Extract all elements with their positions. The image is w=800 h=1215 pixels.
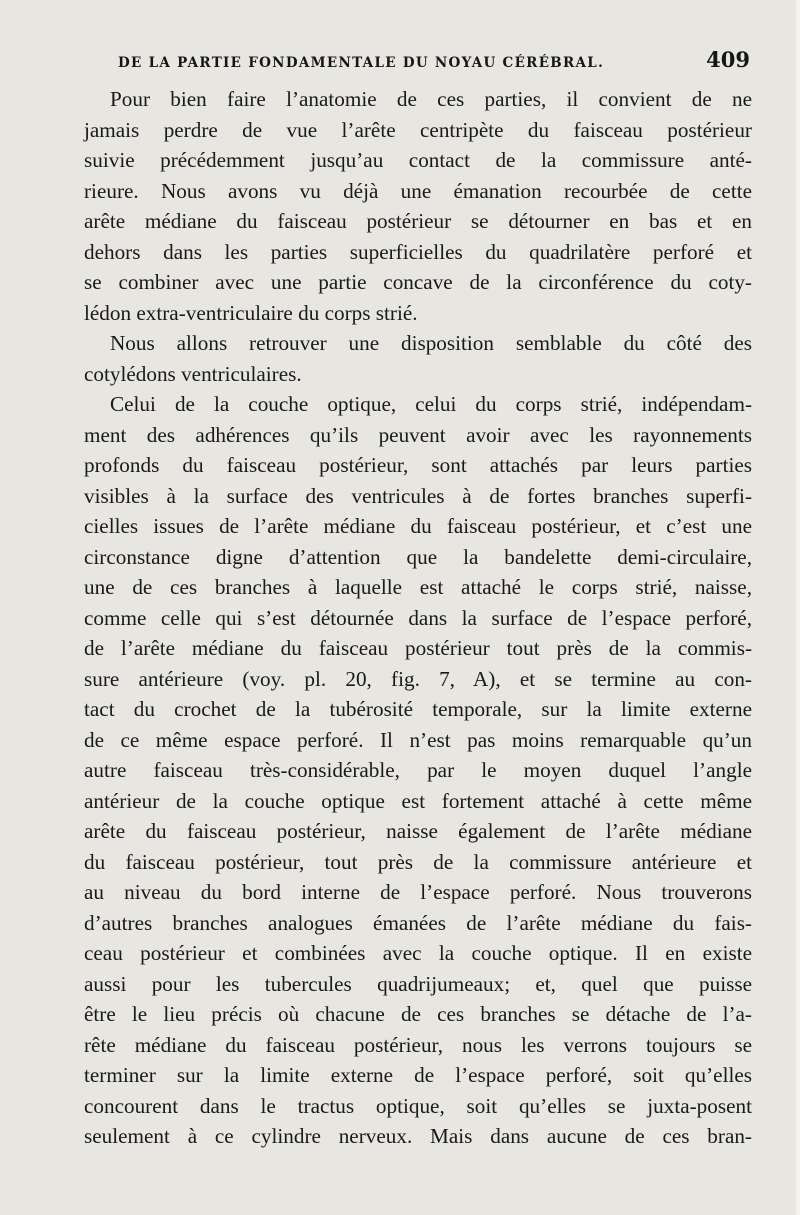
text-line: sure antérieure (voy. pl. 20, fig. 7, A), et se termine au con- [84,666,752,691]
text-line: aussi pour les tubercules quadrijumeaux; et, quel que puisse [84,971,752,996]
text-line: cotylédons ventriculaires. [84,361,302,386]
text-line: d’autres branches analogues émanées de l’arête médiane du fais- [84,910,752,935]
paragraph-1 [84,84,752,328]
text-line: du faisceau postérieur, tout près de la commissure antérieure et [84,849,752,874]
text-line: se combiner avec une partie concave de la circonférence du coty- [84,270,752,294]
text-line: ceau postérieur et combinées avec la couche optique. Il en existe [84,941,752,965]
text-line: de ce même espace perforé. Il n’est pas moins remarquable qu’un [84,727,752,752]
text-line: Celui de la couche optique, celui du corps strié, indépendam- [110,392,752,416]
text-line: arête du faisceau postérieur, naisse également de l’arête médiane [84,819,752,843]
text-line: tact du crochet de la tubérosité temporale, sur la limite externe [84,697,752,721]
text-line: au niveau du bord interne de l’espace perforé. Nous trouverons [84,880,752,904]
text-line: rête médiane du faisceau postérieur, nous les verrons toujours se [84,1032,752,1057]
text-line: être le lieu précis où chacune de ces branches se détache de l’a- [84,1002,752,1026]
text-line: arête médiane du faisceau postérieur se détourner en bas et en [84,209,752,233]
body-text [84,84,752,1152]
text-line: circonstance digne d’attention que la bandelette demi-circulaire, [84,544,752,569]
page-edge [796,0,800,1215]
text-line: comme celle qui s’est détournée dans la surface de l’espace perforé, [84,605,752,630]
text-line: dehors dans les parties superficielles du quadrilatère perforé et [84,239,752,264]
paragraph-2 [84,328,752,389]
text-line: lédon extra-ventriculaire du corps strié. [84,300,418,325]
text-line: suivie précédemment jusqu’au contact de la commissure anté- [84,148,752,172]
text-line: Pour bien faire l’anatomie de ces parties, il convient de ne [110,87,752,111]
text-line: Nous allons retrouver une disposition semblable du côté des [110,331,752,355]
text-line: profonds du faisceau postérieur, sont attachés par leurs parties [84,453,752,477]
text-line: de l’arête médiane du faisceau postérieur tout près de la commis- [84,636,752,660]
text-line: seulement à ce cylindre nerveux. Mais dans aucune de ces bran- [84,1124,752,1148]
text-line: ment des adhérences qu’ils peuvent avoir avec les rayonnements [84,422,752,447]
text-line: cielles issues de l’arête médiane du faisceau postérieur, et c’est une [84,514,752,538]
text-line: terminer sur la limite externe de l’espace perforé, soit qu’elles [84,1063,752,1087]
paragraph-3 [84,389,752,1152]
text-line: une de ces branches à laquelle est attaché le corps strié, naisse, [84,575,752,599]
text-line: concourent dans le tractus optique, soit qu’elles se juxta-posent [84,1093,752,1118]
text-line: rieure. Nous avons vu déjà une émanation recourbée de cette [84,178,752,203]
text-line: jamais perdre de vue l’arête centripète du faisceau postérieur [84,117,752,142]
text-line: autre faisceau très-considérable, par le moyen duquel l’angle [84,758,752,782]
text-line: antérieur de la couche optique est fortement attaché à cette même [84,788,752,813]
page-number: 409 [706,47,750,72]
page-header [118,47,750,79]
running-head: DE LA PARTIE FONDAMENTALE DU NOYAU CÉRÉBRAL. [118,55,605,71]
text-line: visibles à la surface des ventricules à de fortes branches superfi- [84,483,752,508]
